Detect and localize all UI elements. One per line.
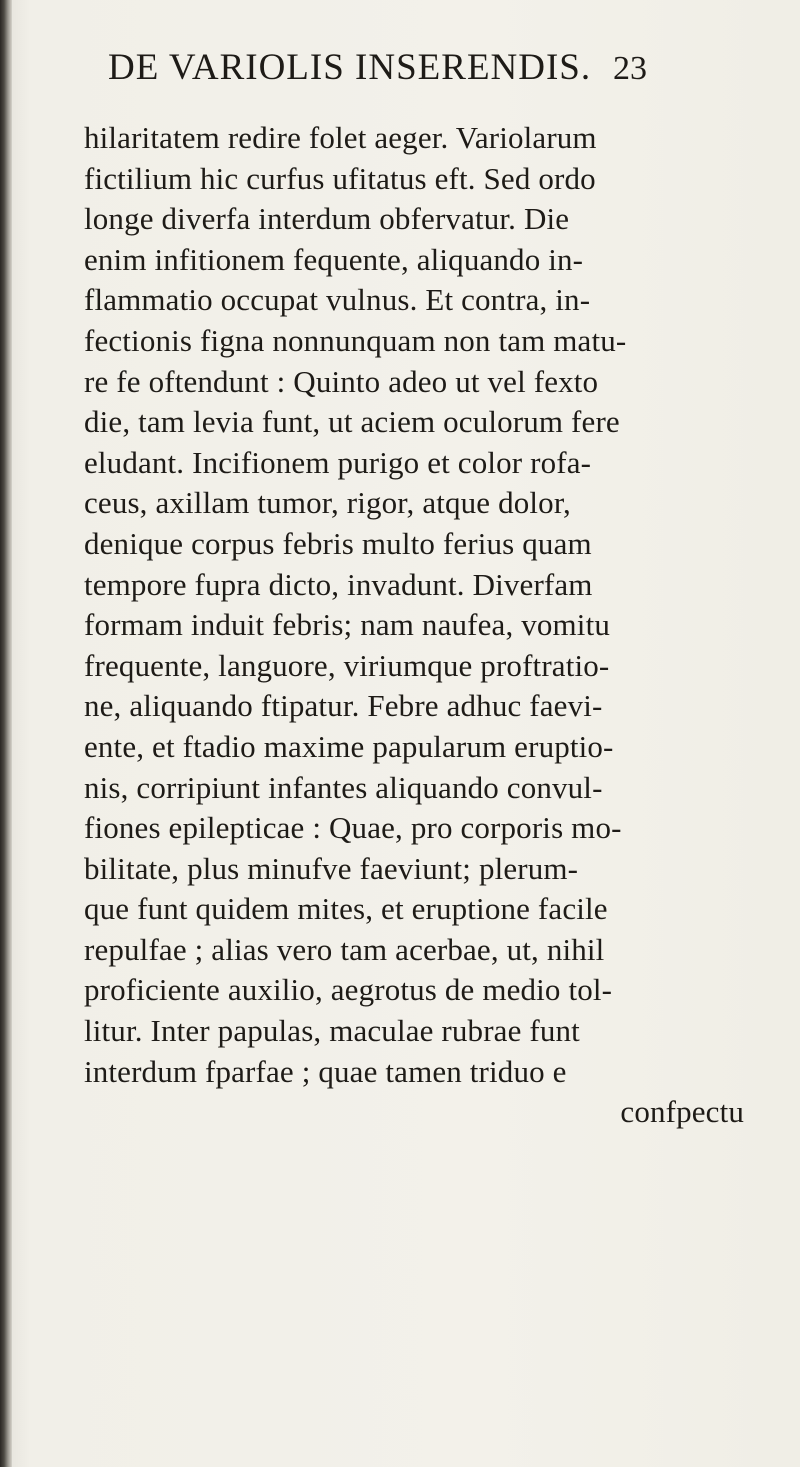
text-line: nis, corripiunt infantes aliquando convul-	[84, 769, 603, 805]
text-line: die, tam levia funt, ut aciem oculorum fere	[84, 404, 620, 440]
text-line: ceus, axillam tumor, rigor, atque dolor,	[84, 485, 571, 521]
text-line: ne, aliquando ftipatur. Febre adhuc faevi-	[84, 688, 603, 724]
text-line: interdum fparfae ; quae tamen triduo e	[84, 1053, 567, 1089]
page-number: 23	[613, 50, 647, 87]
text-line: fiones epilepticae : Quae, pro corporis mo-	[84, 810, 622, 846]
text-line: que funt quidem mites, et eruptione facile	[84, 891, 608, 927]
text-line: flammatio occupat vulnus. Et contra, in-	[84, 282, 591, 318]
text-line: proficiente auxilio, aegrotus de medio tol-	[84, 972, 613, 1008]
text-line: hilaritatem redire folet aeger. Variolarum	[84, 120, 597, 155]
text-line: fictilium hic curfus ufitatus eft. Sed ordo	[84, 160, 596, 196]
text-line: longe diverfa interdum obfervatur. Die	[84, 201, 570, 237]
text-line: denique corpus febris multo ferius quam	[84, 525, 592, 561]
binding-gutter	[0, 0, 12, 1467]
text-line: bilitate, plus minufve faeviunt; plerum-	[84, 850, 579, 886]
text-line: eludant. Incifionem purigo et color rofa-	[84, 444, 592, 480]
body-text	[84, 118, 744, 1133]
text-line: ente, et ftadio maxime papularum eruptio-	[84, 728, 614, 764]
text-line: re fe oftendunt : Quinto adeo ut vel fexto	[84, 363, 599, 399]
text-line: tempore fupra dicto, invadunt. Diverfam	[84, 566, 593, 602]
page-header	[108, 46, 708, 96]
running-title: DE VARIOLIS INSERENDIS.	[108, 47, 592, 88]
text-line: litur. Inter papulas, maculae rubrae funt	[84, 1013, 580, 1049]
text-line: enim infitionem fequente, aliquando in-	[84, 241, 584, 277]
text-line: repulfae ; alias vero tam acerbae, ut, nihil	[84, 931, 605, 967]
text-line: fectionis figna nonnunquam non tam matu-	[84, 322, 627, 358]
catchword: confpectu	[620, 1094, 744, 1130]
text-line: frequente, languore, viriumque proftratio-	[84, 647, 610, 683]
text-line: formam induit febris; nam naufea, vomitu	[84, 607, 610, 643]
